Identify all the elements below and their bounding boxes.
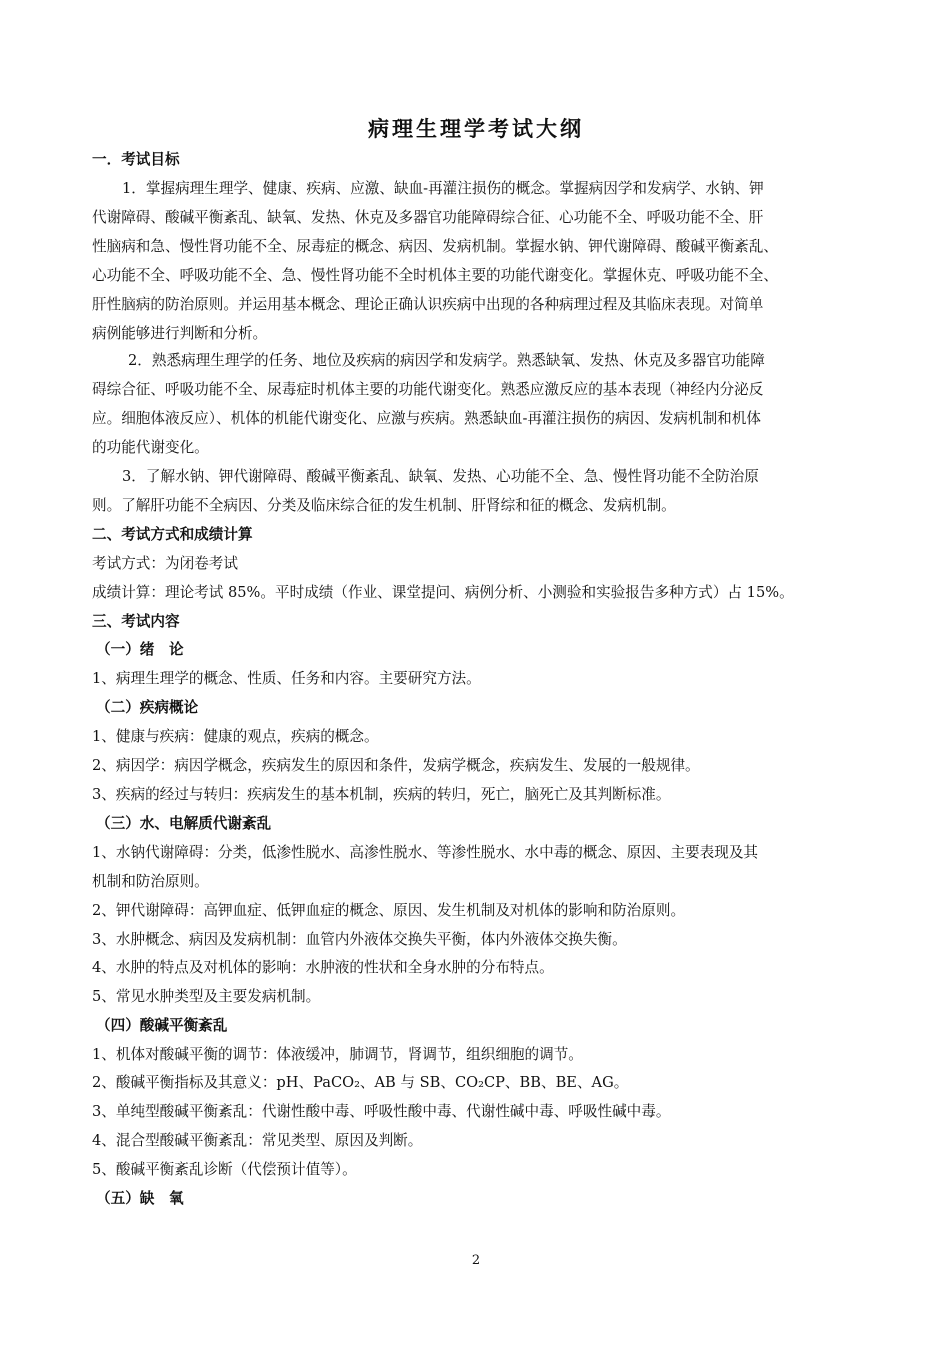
paragraph-line: 肝性脑病的防治原则。并运用基本概念、理论正确认识疾病中出现的各种病理过程及其临床表现。对简单 [92, 296, 764, 313]
list-item: 3、疾病的经过与转归：疾病发生的基本机制，疾病的转归，死亡，脑死亡及其判断标准。 [92, 786, 671, 803]
section-heading-exam-method: 二、考试方式和成绩计算 [92, 526, 253, 543]
document-title: 病理生理学考试大纲 [368, 116, 584, 141]
paragraph-line: 心功能不全、呼吸功能不全、急、慢性肾功能不全时机体主要的功能代谢变化。掌握休克、呼吸功能不全、 [92, 267, 778, 284]
list-item: 5、酸碱平衡紊乱诊断（代偿预计值等）。 [92, 1161, 357, 1178]
paragraph-line: 应。细胞体液反应）、机体的机能代谢变化、应激与疾病。熟悉缺血-再灌注损伤的病因、发病机制和机体 [92, 410, 761, 427]
subsection-heading-acid-base: （四）酸碱平衡紊乱 [96, 1017, 228, 1034]
paragraph-line: 性脑病和急、慢性肾功能不全、尿毒症的概念、病因、发病机制。掌握水钠、钾代谢障碍、酸碱平衡紊乱、 [92, 238, 778, 255]
subsection-heading-disease-overview: （二）疾病概论 [96, 699, 199, 716]
paragraph-line: 则。了解肝功能不全病因、分类及临床综合征的发生机制、肝肾综和征的概念、发病机制。 [92, 497, 676, 514]
subsection-heading-water-electrolyte: （三）水、电解质代谢紊乱 [96, 815, 272, 832]
list-item: 3、水肿概念、病因及发病机制：血管内外液体交换失平衡，体内外液体交换失衡。 [92, 931, 627, 948]
section-heading-exam-content: 三、考试内容 [92, 613, 180, 630]
list-item: 5、常见水肿类型及主要发病机制。 [92, 988, 321, 1005]
list-item: 3、单纯型酸碱平衡紊乱：代谢性酸中毒、呼吸性酸中毒、代谢性碱中毒、呼吸性碱中毒。 [92, 1103, 671, 1120]
paragraph-line: 2．熟悉病理生理学的任务、地位及疾病的病因学和发病学。熟悉缺氧、发热、休克及多器官功能障 [128, 352, 765, 369]
list-item: 4、水肿的特点及对机体的影响：水肿液的性状和全身水肿的分布特点。 [92, 959, 554, 976]
list-item: 2、钾代谢障碍：高钾血症、低钾血症的概念、原因、发生机制及对机体的影响和防治原则。 [92, 902, 686, 919]
list-item: 机制和防治原则。 [92, 873, 209, 890]
paragraph-line: 3．了解水钠、钾代谢障碍、酸碱平衡紊乱、缺氧、发热、心功能不全、急、慢性肾功能不全防治原 [122, 468, 759, 485]
paragraph-line: 代谢障碍、酸碱平衡紊乱、缺氧、发热、休克及多器官功能障碍综合征、心功能不全、呼吸功能不全、肝 [92, 209, 764, 226]
list-item: 2、病因学：病因学概念，疾病发生的原因和条件，发病学概念，疾病发生、发展的一般规律。 [92, 757, 700, 774]
list-item: 1、机体对酸碱平衡的调节：体液缓冲，肺调节，肾调节，组织细胞的调节。 [92, 1046, 583, 1063]
subsection-heading-hypoxia: （五）缺 氧 [96, 1190, 184, 1207]
list-item: 4、混合型酸碱平衡紊乱：常见类型、原因及判断。 [92, 1132, 423, 1149]
list-item: 1、病理生理学的概念、性质、任务和内容。主要研究方法。 [92, 670, 481, 687]
paragraph-line: 的功能代谢变化。 [92, 439, 209, 456]
exam-method-line: 考试方式：为闭卷考试 [92, 555, 238, 572]
section-heading-objectives: 一．考试目标 [92, 151, 180, 168]
paragraph-line: 碍综合征、呼吸功能不全、尿毒症时机体主要的功能代谢变化。熟悉应激反应的基本表现（神经内分泌反 [92, 381, 764, 398]
paragraph-line: 病例能够进行判断和分析。 [92, 325, 268, 342]
list-item: 2、酸碱平衡指标及其意义：pH、PaCO₂、AB 与 SB、CO₂CP、BB、BE、AG。 [92, 1074, 629, 1091]
list-item: 1、健康与疾病：健康的观点，疾病的概念。 [92, 728, 379, 745]
subsection-heading-introduction: （一）绪 论 [96, 641, 184, 658]
paragraph-line: 1．掌握病理生理学、健康、疾病、应激、缺血-再灌注损伤的概念。掌握病因学和发病学、水钠、钾 [122, 180, 764, 197]
page-number: 2 [471, 1253, 481, 1268]
grading-line: 成绩计算：理论考试 85%。平时成绩（作业、课堂提问、病例分析、小测验和实验报告多种方式）占 15%。 [92, 584, 794, 601]
list-item: 1、水钠代谢障碍：分类，低渗性脱水、高渗性脱水、等渗性脱水、水中毒的概念、原因、主要表现及其 [92, 844, 759, 861]
